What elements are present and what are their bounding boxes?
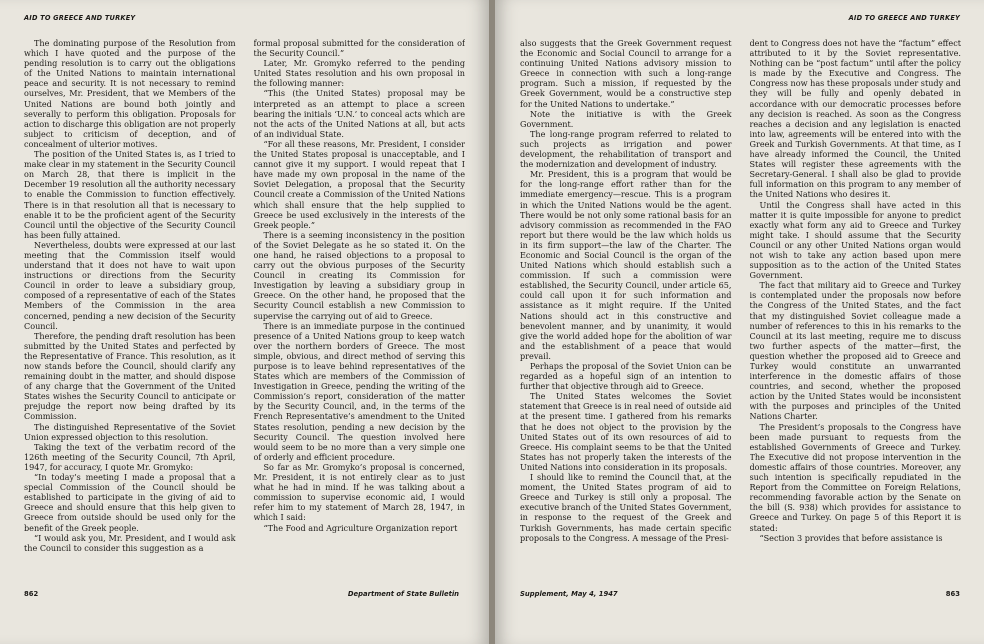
paragraph: The position of the United States is, as I tried to make clear in my statement in the Security Council on March 28, that there is implicit in the December 19 resolution all the authority necessary to enable the Commission to function effectively. There is in that resolution all that is necessary to enable it to be the proficient agent of the Security Council until the objective of the Security Council has been fully attained. — [24, 149, 236, 240]
running-header-right: AID TO GREECE AND TURKEY — [848, 14, 960, 22]
paragraph: The President’s proposals to the Congress have been made pursuant to requests from the established Governments of Greece and Turkey. The Executive did not propose intervention in the domestic affairs of those countries. Moreover, any such intention is specifically repudiated in the Report from the Committee on Foreign Relations, recommending favorable action by the Senate on the bill (S. 938) which provides for assistance to Greece and Turkey. On page 5 of this Report it is stated: — [749, 421, 961, 533]
left-column-1 — [24, 38, 236, 584]
quote-paragraph: “This (the United States) proposal may be interpreted as an attempt to place a screen bearing the initials ‘U.N.’ to conceal acts which are not the acts of the United Nations at all, but acts of an individual State. — [253, 88, 465, 139]
paragraph: Note the initiative is with the Greek Government. — [520, 108, 732, 129]
paragraph: The long-range program referred to related to such projects as irrigation and power development, the rehabilitation of transport and the modernization and development of industry. — [520, 128, 732, 170]
running-footer-left: Department of State Bulletin — [347, 590, 459, 598]
paragraph: Later, Mr. Gromyko referred to the pending United States resolution and his own proposal in the following manner: — [253, 58, 465, 89]
paragraph: Nevertheless, doubts were expressed at our last meeting that the Commission itself would understand that it does not have to wait upon instructions or directions from the Security Council in order to leave a subsidiary group, composed of a representative of each of the States Members of the Commission in the area concerned, pending a new decision of the Security Council. — [24, 239, 236, 331]
paragraph: Taking the text of the verbatim record of the 126th meeting of the Security Council, 7th April, 1947, for accuracy, I quote Mr. Gromyko: — [24, 441, 236, 472]
paragraph: The dominating purpose of the Resolution from which I have quoted and the purpose of the pending resolution is to carry out the obligations of the United Nations to maintain international peace and security. It is not necessary to remind ourselves, Mr. President, that we Members of the United Nations are bound both jointly and severally to perform this obligation. Proposals for action to discharge this obligation are not properly subject to criticism of deception, and of concealment of ulterior motives. — [24, 38, 236, 149]
running-footer-right: Supplement, May 4, 1947 — [520, 590, 618, 598]
page-number-right: 863 — [945, 590, 960, 598]
paragraph: Until the Congress shall have acted in this matter it is quite impossible for anyone to predict exactly what form any aid to Greece and Turkey might take. I should assume that the Security Council or any other United Nations organ would not wish to take any action based upon mere supposition as to the action of the United States Government. — [749, 199, 961, 281]
paragraph: There is a seeming inconsistency in the position of the Soviet Delegate as he so stated it. On the one hand, he raised objections to a proposal to carry out the obvious purposes of the Security Council in creating its Commission for Investigation by leaving a subsidiary group in Greece. On the other hand, he proposed that the Security Council establish a new Commission to supervise the carrying out of aid to Greece. — [253, 229, 465, 321]
quote-paragraph: “The Food and Agriculture Organization report — [263, 522, 458, 533]
paragraph-continued: formal proposal submitted for the consideration of the Security Council.” — [253, 38, 465, 59]
page-number-left: 862 — [24, 590, 39, 598]
quote-paragraph: “I would ask you, Mr. President, and I would ask the Council to consider this suggestion as a — [24, 532, 236, 553]
paragraph: Perhaps the proposal of the Soviet Union can be regarded as a hopeful sign of an intention to further that objective through aid to Greece. — [520, 361, 732, 392]
paragraph: Therefore, the pending draft resolution has been submitted by the United States and perfected by the Representative of France. This resolution, as it now stands before the Council, should clarify any remaining doubt in the matter, and should dispose of any charge that the Government of the United States wishes the Security Council to anticipate or prejudge the report now being drafted by its Commission. — [24, 330, 236, 422]
left-page — [0, 0, 489, 644]
paragraph: I should like to remind the Council that, at the moment, the United States program of aid to Greece and Turkey is still only a proposal. The executive branch of the United States Government, in response to the request of the Greek and Turkish Governments, has made certain specific proposals to the Congress. A message of the Presi- — [520, 472, 732, 543]
right-column-2 — [750, 38, 962, 584]
quote-paragraph: “In today’s meeting I made a proposal that a special Commission of the Council should be established to participate in the giving of aid to Greece and should ensure that this help given to Greece from outside should be used only for the benefit of the Greek people. — [24, 472, 236, 533]
left-column-2 — [254, 38, 466, 584]
paragraph: The fact that military aid to Greece and Turkey is contemplated under the proposals now before the Congress of the United States, and the fact that my distinguished Soviet colleague made a number of references to this in his remarks to the Council at its last meeting, require me to discuss two further aspects of the matter—first, the question whether the proposed aid to Greece and Turkey would constitute an unwarranted interference in the domestic affairs of those countries, and second, whether the proposed action by the United States would be inconsistent with the purposes and principles of the United Nations Charter. — [749, 280, 961, 422]
right-column-1 — [520, 38, 732, 584]
paragraph-continued: dent to Congress does not have the “factum” effect attributed to it by the Soviet representative. Nothing can be “post factum” until after the policy is made by the Executive and Congress. The Congress now has these proposals under study and they will be fully and openly debated in accordance with our democratic processes before any decision is reached. As soon as the Congress reaches a decision and any legislation is enacted into law, agreements will be entered into with the Greek and Turkish Governments. At that time, as I have already informed the Council, the United States will register these agreements with the Secretary-General. I shall also be glad to provide full information on this program to any member of the United Nations who desires it. — [749, 38, 961, 200]
right-columns — [520, 38, 961, 584]
quote-paragraph: “For all these reasons, Mr. President, I consider the United States proposal is unacceptable, and I cannot give it my support. I would repeat that I have made my own proposal in the name of the Soviet Delegation, a proposal that the Security Council create a Commission of the United Nations which shall ensure that the help supplied to Greece be used exclusively in the interests of the Greek people.” — [253, 138, 465, 230]
paragraph: The United States welcomes the Soviet statement that Greece is in real need of outside aid at the present time. I gathered from his remarks that he does not object to the provision by the United States out of its own resources of aid to Greece. His complaint seems to be that the United States has not properly taken the interests of the United Nations into consideration in its proposals. — [520, 391, 732, 472]
left-columns — [24, 38, 465, 584]
quote-paragraph: “Section 3 provides that before assistance is — [759, 532, 943, 543]
right-page — [495, 0, 984, 644]
paragraph: The distinguished Representative of the Soviet Union expressed objection to this resolution. — [24, 421, 236, 442]
paragraph: So far as Mr. Gromyko’s proposal is concerned, Mr. President, it is not entirely clear as to just what he had in mind. If he was talking about a commission to supervise economic aid, I would refer him to my statement of March 28, 1947, in which I said: — [253, 461, 465, 523]
paragraph: Mr. President, this is a program that would be for the long-range effort rather than for the immediate emergency—rescue. This is a program in which the United Nations would be the agent. There would be not only some rational basis for an advisory commission as recommended in the FAO report but there would be the law which holds us in its firm support—the law of the Charter. The Economic and Social Council is the organ of the United Nations which should establish such a commission. If such a commission were established, the Security Council, under article 65, could call upon it for such information and assistance as it might require. If the United Nations should act in this constructive and benevolent manner, and by unanimity, it would give the world added hope for the abolition of war and the establishment of a peace that would prevail. — [520, 169, 732, 361]
paragraph-continued: also suggests that the Greek Government request the Economic and Social Council to arrange for a continuing United Nations advisory mission to Greece in connection with such a long-range program. Such a mission, if requested by the Greek Government, would be a constructive step for the United Nations to undertake.” — [520, 38, 732, 109]
running-header-left: AID TO GREECE AND TURKEY — [24, 14, 136, 22]
paragraph: There is an immediate purpose in the continued presence of a United Nations group to keep watch over the northern borders of Greece. The most simple, obvious, and direct method of serving this purpose is to leave behind representatives of the States which are members of the Commission of Investigation in Greece, pending the writing of the Commission’s report, consideration of the matter by the Security Council, and, in the terms of the French Representative’s amendment to the United States resolution, pending a new decision by the Security Council. The question involved here would seem to be no more than a very simple one of orderly and efficient procedure. — [253, 320, 465, 462]
